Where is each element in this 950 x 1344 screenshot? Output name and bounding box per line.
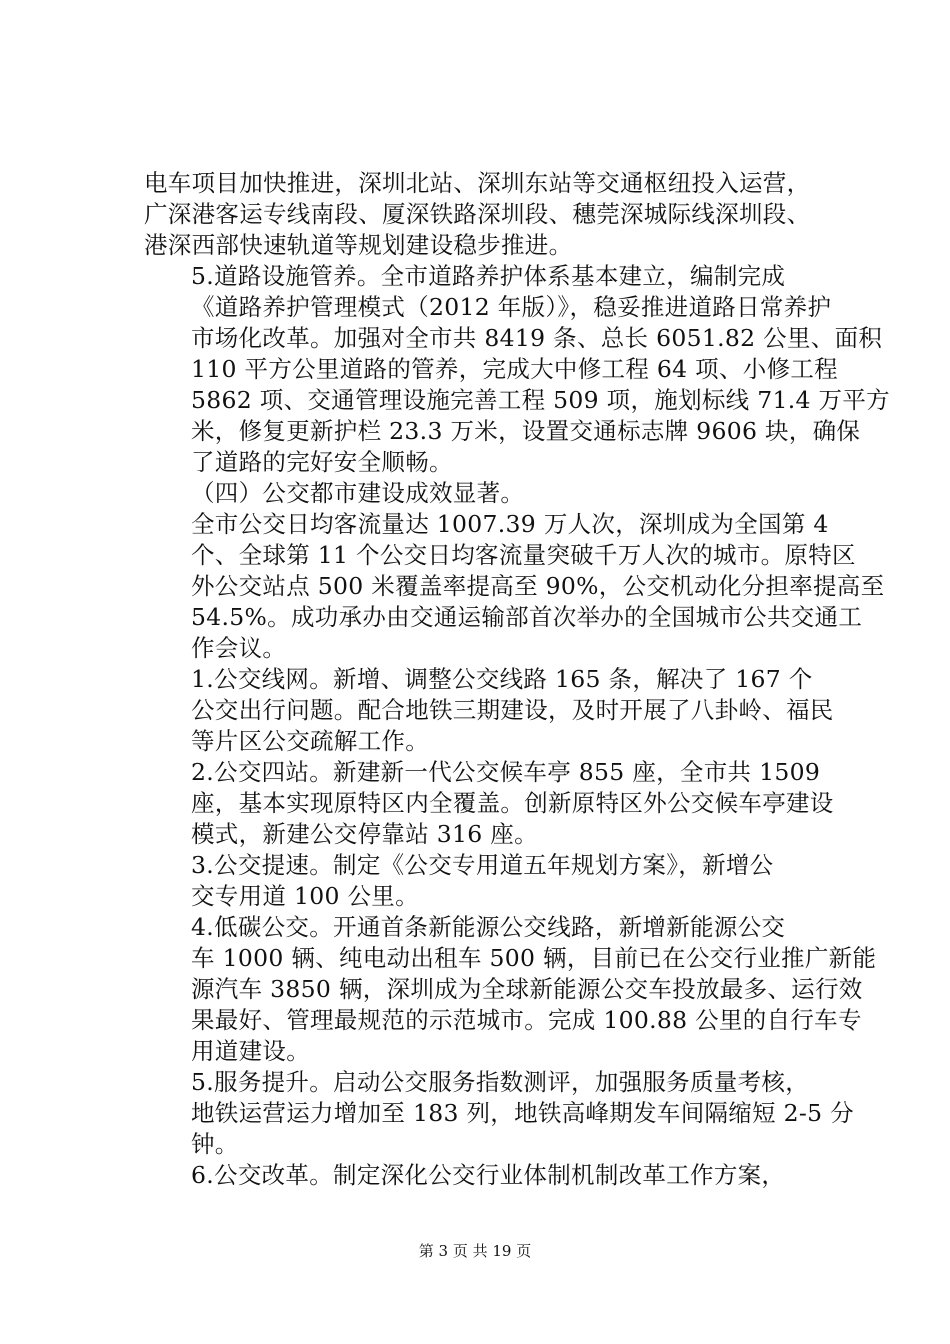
- paragraph: [144, 850, 812, 912]
- text-line: 6.公交改革。制定深化公交行业体制机制改革工作方案，: [191, 1161, 786, 1189]
- text-line: 车 1000 辆、纯电动出租车 500 辆，目前已在公交行业推广新能: [191, 944, 877, 972]
- paragraph: [144, 912, 877, 1067]
- text-line: 市场化改革。加强对全市共 8419 条、总长 6051.82 公里、面积: [191, 324, 883, 352]
- text-line: 4.低碳公交。开通首条新能源公交线路，新增新能源公交: [191, 913, 786, 941]
- text-line: 3.公交提速。制定《公交专用道五年规划方案》，新增公: [191, 851, 774, 879]
- text-line: 作会议。: [191, 634, 287, 662]
- text-line: （四）公交都市建设成效显著。: [191, 479, 525, 507]
- text-line: 5.道路设施管养。全市道路养护体系基本建立，编制完成: [191, 262, 786, 290]
- text-line: 54.5%。成功承办由交通运输部首次举办的全国城市公共交通工: [191, 603, 863, 631]
- paragraph: [144, 168, 812, 261]
- text-line: 广深港客运专线南段、厦深铁路深圳段、穗莞深城际线深圳段、: [144, 200, 811, 228]
- text-line: 公交出行问题。配合地铁三期建设，及时开展了八卦岭、福民: [191, 696, 834, 724]
- paragraph: [144, 1067, 854, 1160]
- text-line: 钟。: [191, 1130, 239, 1158]
- paragraph: [144, 478, 812, 509]
- text-line: 5862 项、交通管理设施完善工程 509 项，施划标线 71.4 万平方: [191, 386, 890, 414]
- page-footer: 第 3 页 共 19 页: [418, 1242, 532, 1260]
- text-line: 110 平方公里道路的管养，完成大中修工程 64 项、小修工程: [191, 355, 838, 383]
- paragraph: [144, 1160, 812, 1191]
- text-line: 等片区公交疏解工作。: [191, 727, 429, 755]
- text-line: 用道建设。: [191, 1037, 310, 1065]
- text-line: 外公交站点 500 米覆盖率提高至 90%，公交机动化分担率提高至: [191, 572, 885, 600]
- text-line: 全市公交日均客流量达 1007.39 万人次，深圳成为全国第 4: [191, 510, 829, 538]
- text-line: 交专用道 100 公里。: [191, 882, 419, 910]
- text-line: 港深西部快速轨道等规划建设稳步推进。: [144, 231, 573, 259]
- text-line: 地铁运营运力增加至 183 列，地铁高峰期发车间隔缩短 2-5 分: [191, 1099, 854, 1127]
- text-line: 个、全球第 11 个公交日均客流量突破千万人次的城市。原特区: [191, 541, 856, 569]
- paragraph: [144, 757, 834, 850]
- text-line: 2.公交四站。新建新一代公交候车亭 855 座，全市共 1509: [191, 758, 821, 786]
- text-line: 源汽车 3850 辆，深圳成为全球新能源公交车投放最多、运行效: [191, 975, 863, 1003]
- paragraph: [144, 664, 834, 757]
- text-line: 果最好、管理最规范的示范城市。完成 100.88 公里的自行车专: [191, 1006, 862, 1034]
- text-line: 模式，新建公交停靠站 316 座。: [191, 820, 538, 848]
- document-body: [144, 168, 890, 1191]
- text-line: 1.公交线网。新增、调整公交线路 165 条，解决了 167 个: [191, 665, 813, 693]
- text-line: 座，基本实现原特区内全覆盖。创新原特区外公交候车亭建设: [191, 789, 834, 817]
- text-line: 5.服务提升。启动公交服务指数测评，加强服务质量考核，: [191, 1068, 810, 1096]
- paragraph: [144, 509, 885, 664]
- paragraph: [144, 261, 890, 478]
- text-line: 电车项目加快推进，深圳北站、深圳东站等交通枢纽投入运营，: [144, 169, 811, 197]
- text-line: 米，修复更新护栏 23.3 万米，设置交通标志牌 9606 块，确保: [191, 417, 861, 445]
- text-line: 《道路养护管理模式（2012 年版）》，稳妥推进道路日常养护: [191, 293, 832, 321]
- text-line: 了道路的完好安全顺畅。: [191, 448, 453, 476]
